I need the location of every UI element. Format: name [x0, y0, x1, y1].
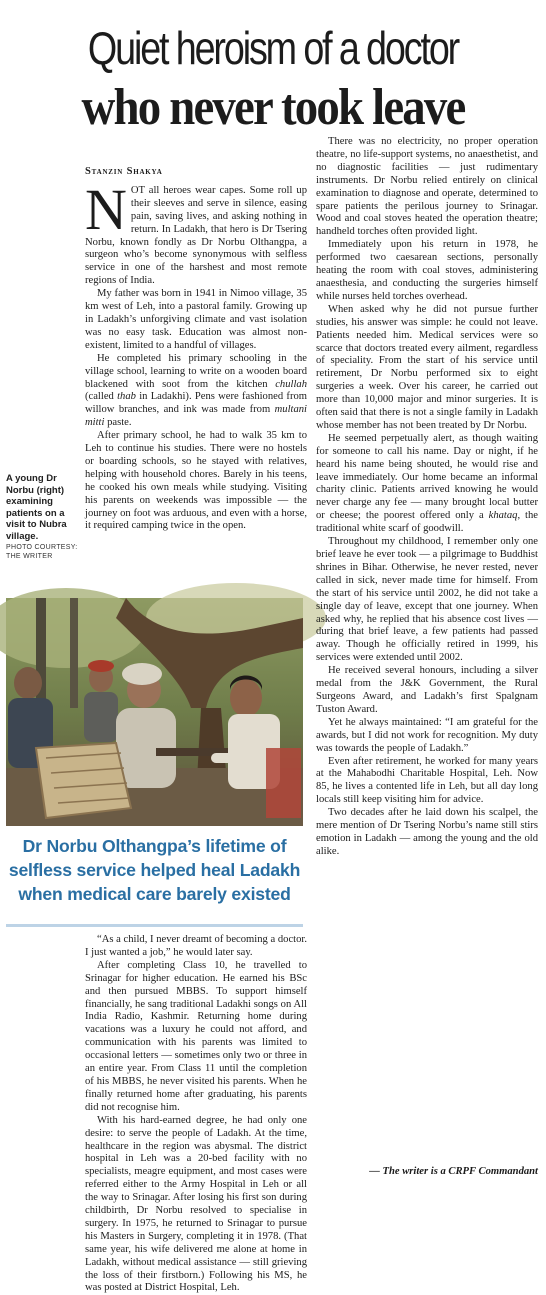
- headline-line-1: Quiet heroism of a doctor: [87, 22, 459, 74]
- article-paragraph: Even after retirement, he worked for many years at the Mahabodhi Charitable Hospital, Leh. Now 85, he lives a contented life in Leh, but all day long locals still keep visiting him for advice.: [316, 755, 538, 806]
- article-column-2: [316, 136, 538, 1186]
- article-paragraph: My father was born in 1941 in Nimoo village, 35 km west of Leh, into a pastoral family. Growing up in Ladakh’s unforgiving climate and vast isolation was no easy task. Education was almost non-existent, limited to a handful of villages.: [85, 288, 307, 351]
- pull-quote: [6, 830, 303, 927]
- article-paragraph: Yet he always maintained: “I am grateful for the awards, but I did not work for recognition. My duty was towards the people of Ladakh.”: [316, 716, 538, 754]
- headline-line-2: who never took leave: [81, 79, 465, 136]
- photo-doctor-examining-patients: [6, 598, 303, 826]
- article-column-1: [85, 166, 307, 596]
- article-paragraph: There was no electricity, no proper operation theatre, no life-support systems, no anaesthetist, and no diagnostic facilities — just rudimentary instruments. Dr Norbu relied entirely on clinical examination to diagnose and operate, determined to spare patients the perilous journey to Srinagar. Wood and coal stoves heated the operation theatre; handheld torches often provided light.: [316, 136, 538, 238]
- drop-cap: N: [85, 176, 127, 242]
- article-paragraph: “As a child, I never dreamt of becoming a doctor. I just wanted a job,” he would later say.: [85, 934, 307, 958]
- photo-caption-text: A young Dr Norbu (right) examining patients on a visit to Nubra village.: [6, 473, 67, 542]
- byline: Stanzin Shakya: [85, 166, 163, 177]
- article-paragraph: When asked why he did not pursue further studies, his answer was simple: he could not leave. Patients needed him. Medical services were so scarce that doctors treated every ailment, regardless of speciality. From the start of his service until retirement, Dr Norbu performed six to eight surgeries a week. Over his career, he carried out more than 10,000 major and minor surgeries. It is often said that there is not a single family in Ladakh whose member has not been treated by Dr Norbu.: [316, 303, 538, 431]
- article-paragraph: He received several honours, including a silver medal from the J&K Government, the Rural Surgeons Award, and Ladakh’s first Spalgnam Tuston Award.: [316, 665, 538, 715]
- article-paragraph: NOT all heroes wear capes. Some roll up their sleeves and serve in silence, easing pain, saving lives, and asking nothing in return. In Ladakh, that hero is Dr Tsering Norbu, known fondly as Dr Norbu Olthangpa, a surgeon who’s become synonymous with selfless service in one of the harshest and most remote regions of India.: [85, 176, 307, 287]
- photo-caption: [6, 473, 82, 561]
- article-paragraph: After primary school, he had to walk 35 km to Leh to continue his studies. There were no hostels or boarding schools, so he stayed with relatives, helping with household chores. Barely in his teens, he cooked his own meals while studying. Visiting his parents on weekends was impossible — the journey on foot was arduous, and even with a horse, it required camping twice in the open.: [85, 430, 307, 532]
- author-signoff: — The writer is a CRPF Commandant: [369, 1166, 538, 1177]
- pull-quote-text: Dr Norbu Olthangpa’s lifetime of selfless service helped heal Ladakh when medical care barely existed: [8, 836, 301, 904]
- article-paragraph: With his hard-earned degree, he had only one desire: to serve the people of Ladakh. At the time, healthcare in the region was abysmal. The district hospital in Leh was a 20-bed facility with no specialists, meagre equipment, and most cases were referred either to the Army Hospital in Leh or all the way to Srinagar. After losing his first son during childbirth, Dr Norbu resolved to specialise in surgery. In 1975, he returned to Srinagar to pursue his Masters in Surgery, completing it in 1978. (That same year, his wife delivered me alone at home in Ladakh, without medical assistance — still grieving the loss of their firstborn.) Following his MS, he was posted at District Hospital, Leh.: [85, 1114, 307, 1294]
- photo-credit: PHOTO COURTESY: THE WRITER: [6, 544, 78, 560]
- article-paragraph: Immediately upon his return in 1978, he performed two caesarean sections, personally heating the room with coal stoves, administering anaesthesia, and conducting the surgeries himself while nurses held torches overhead.: [316, 239, 538, 302]
- article-paragraph: He seemed perpetually alert, as though waiting for someone to call his name. Day or night, if he heard his name being shouted, he would rise and leave immediately. Our home became an informal charity clinic. Patients arrived knowing he would never charge any fee — many brought local butter or cheese; the poorest offered only a khataq, the traditional white scarf of goodwill.: [316, 432, 538, 535]
- article-paragraph: After completing Class 10, he travelled to Srinagar for higher education. He earned his BSc and then pursued MBBS. To support himself financially, he sang traditional Ladakhi songs on All India Radio, Kashmir. Returning home during vacations was a luxury he could not afford, and communication with his parents was limited to occasional letters — sometimes only two or three in an entire year. From Class 11 until the completion of his MBBS, he never visited his parents. When he finally returned home after graduating, his parents did not recognise him.: [85, 959, 307, 1113]
- article-paragraph: Throughout my childhood, I remember only one brief leave he ever took — a pilgrimage to Buddhist shrines in Bihar. Otherwise, he never rested, never called in sick, never made time for himself. From the start of his service until 2002, he did not take a single day of leave, except that one journey. When asked why, he replied that his absence cost lives — during that brief leave, a few patients had passed away. Though he officially retired in 1999, his services were extended until 2002.: [316, 536, 538, 664]
- article-paragraph: Two decades after he laid down his scalpel, the mere mention of Dr Tsering Norbu’s name still stirs emotion in Ladakh — among the young and the old alike.: [316, 807, 538, 857]
- article-column-1-continued: [85, 934, 307, 1294]
- article-paragraph: He completed his primary schooling in the village school, learning to write on a wooden board blackened with soot from the kitchen chullah (called thab in Ladakhi). Pens were fashioned from willow branches, and ink was made from multani mitti paste.: [85, 352, 308, 429]
